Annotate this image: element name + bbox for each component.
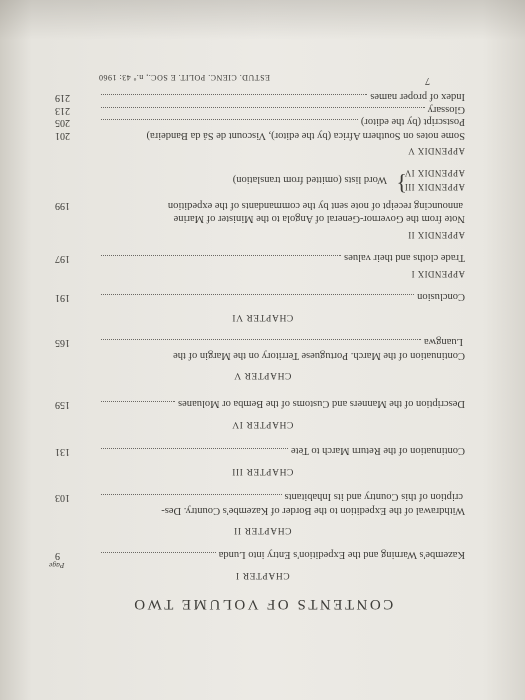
index-page: 219 bbox=[55, 92, 70, 103]
chapter-3-heading: CHAPTER III bbox=[231, 466, 294, 476]
chapter-5-page: 165 bbox=[55, 337, 70, 348]
chapter-3-page: 131 bbox=[55, 446, 70, 457]
chapter-5-line-1: Continuation of the March. Portuguese Territory on the Margin of the bbox=[173, 350, 465, 361]
appendix-5-heading: APPENDIX V bbox=[407, 146, 465, 156]
chapter-3-entry: Continuation of the Return March to Tete bbox=[97, 444, 465, 457]
appendix-5-page: 201 bbox=[55, 130, 70, 141]
leader-dots bbox=[101, 294, 414, 303]
page-column-label: Page bbox=[49, 561, 65, 570]
appendix-1-entry: Trade cloths and their values bbox=[97, 251, 465, 264]
chapter-6-entry: Conclusion bbox=[97, 290, 465, 303]
leader-dots bbox=[101, 448, 288, 457]
postscript-entry: Postscript (by the editor) bbox=[97, 115, 465, 128]
appendix-2-heading: APPENDIX II bbox=[407, 230, 465, 240]
chapter-1-page: 9 bbox=[55, 550, 60, 561]
chapter-2-heading: CHAPTER II bbox=[233, 525, 292, 535]
appendix-3-label: APPENDIX III bbox=[404, 182, 465, 192]
chapter-2-entry: cription of this Country and its Inhabitants bbox=[97, 490, 465, 503]
chapter-4-page: 159 bbox=[55, 399, 70, 410]
appendix-2-page: 199 bbox=[55, 200, 70, 211]
chapter-5-entry: Luangwa bbox=[97, 335, 465, 348]
appendix-1-heading: APPENDIX I bbox=[411, 269, 465, 279]
journal-citation: ESTUD. CIENC. POLIT. E SOC., n.º 43: 1960 bbox=[98, 73, 270, 82]
glossary-page: 213 bbox=[55, 105, 70, 116]
chapter-4-entry: Description of the Manners and Customs of the Bemba or Moluanes bbox=[97, 397, 465, 410]
glossary-entry: Glossary bbox=[97, 103, 465, 116]
postscript-page: 205 bbox=[55, 117, 70, 128]
appendix-4-label: APPENDIX IV bbox=[404, 168, 465, 178]
appendix-1-page: 197 bbox=[55, 253, 70, 264]
chapter-4-heading: CHAPTER IV bbox=[231, 419, 294, 429]
leader-dots bbox=[101, 255, 341, 264]
leader-dots bbox=[101, 94, 367, 103]
leader-dots bbox=[101, 119, 358, 128]
chapter-2-line-1: Withdrawal of the Expedition to the Border of Kazembe's Country. Des- bbox=[161, 505, 465, 516]
chapter-2-page: 103 bbox=[55, 492, 70, 503]
leader-dots bbox=[101, 339, 421, 348]
chapter-5-heading: CHAPTER V bbox=[233, 370, 292, 380]
page-title: CONTENTS OF VOLUME TWO bbox=[131, 596, 394, 612]
brace-glyph: } bbox=[396, 172, 407, 197]
leader-dots bbox=[101, 401, 175, 410]
appendix-5-entry: Some notes on Southern Africa (by the editor), Viscount de Sá da Bandeira) bbox=[146, 130, 465, 141]
page-number: 7 bbox=[425, 75, 430, 86]
appendix-3-4-entry: Word lists (omitted from translation) bbox=[232, 174, 387, 185]
leader-dots bbox=[101, 494, 282, 503]
leader-dots bbox=[101, 552, 216, 561]
chapter-6-page: 191 bbox=[55, 292, 70, 303]
index-entry: Index of proper names bbox=[97, 90, 465, 103]
appendix-2-line-1: Note from the Governor-General of Angola to the Minister of Marine bbox=[173, 213, 465, 224]
leader-dots bbox=[101, 107, 425, 116]
chapter-1-heading: CHAPTER I bbox=[235, 570, 290, 580]
appendix-2-line-2: announcing receipt of note sent by the commandants of the expedition bbox=[167, 200, 463, 211]
chapter-6-heading: CHAPTER VI bbox=[231, 312, 294, 322]
chapter-1-entry: Kazembe's Warning and the Expedition's Entry into Lunda bbox=[97, 548, 465, 561]
